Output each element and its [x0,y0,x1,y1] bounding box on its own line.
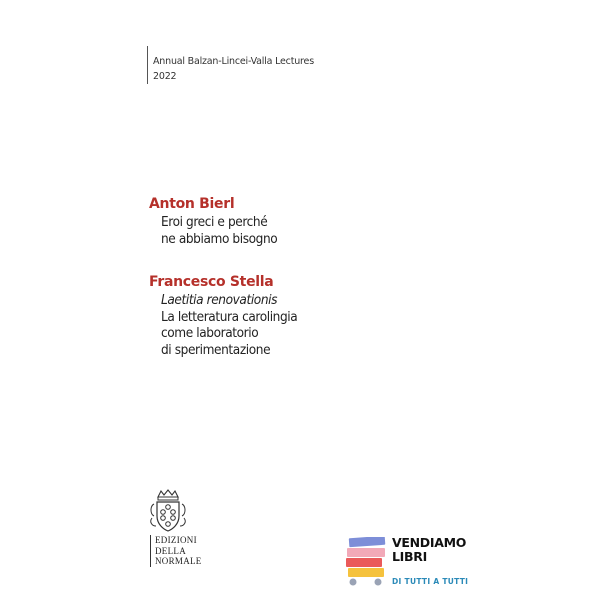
title-francesco-stella [161,292,297,358]
title-line: La letteratura carolingia [161,308,298,325]
scuola-normale-crest-icon [146,488,196,539]
title-line: di sperimentazione [161,341,271,358]
seller-logo-tagline: DI TUTTI A TUTTI [392,577,469,586]
seller-logo-line: LIBRI [392,549,427,564]
seller-logo-text [392,536,466,564]
series-name: Annual Balzan-Lincei-Valla Lectures [153,56,314,67]
series-year: 2022 [153,71,177,82]
title-italic-line: Laetitia renovationis [161,292,278,308]
publisher-line: DELLA [155,545,186,556]
title-line: come laboratorio [161,325,259,341]
title-line: ne abbiamo bisogno [161,230,278,247]
author-anton-bierl: Anton Bierl [149,196,235,212]
series-block [147,46,314,84]
seller-logo-line: VENDIAMO [392,535,467,550]
stacked-books-cart-icon [345,537,389,592]
title-line: Eroi greci e perché [161,214,268,230]
publisher-line: EDIZIONI [155,535,197,545]
author-francesco-stella: Francesco Stella [149,274,274,290]
title-anton-bierl [161,214,277,247]
publisher-line: NORMALE [155,556,202,566]
publisher-name [150,535,202,567]
